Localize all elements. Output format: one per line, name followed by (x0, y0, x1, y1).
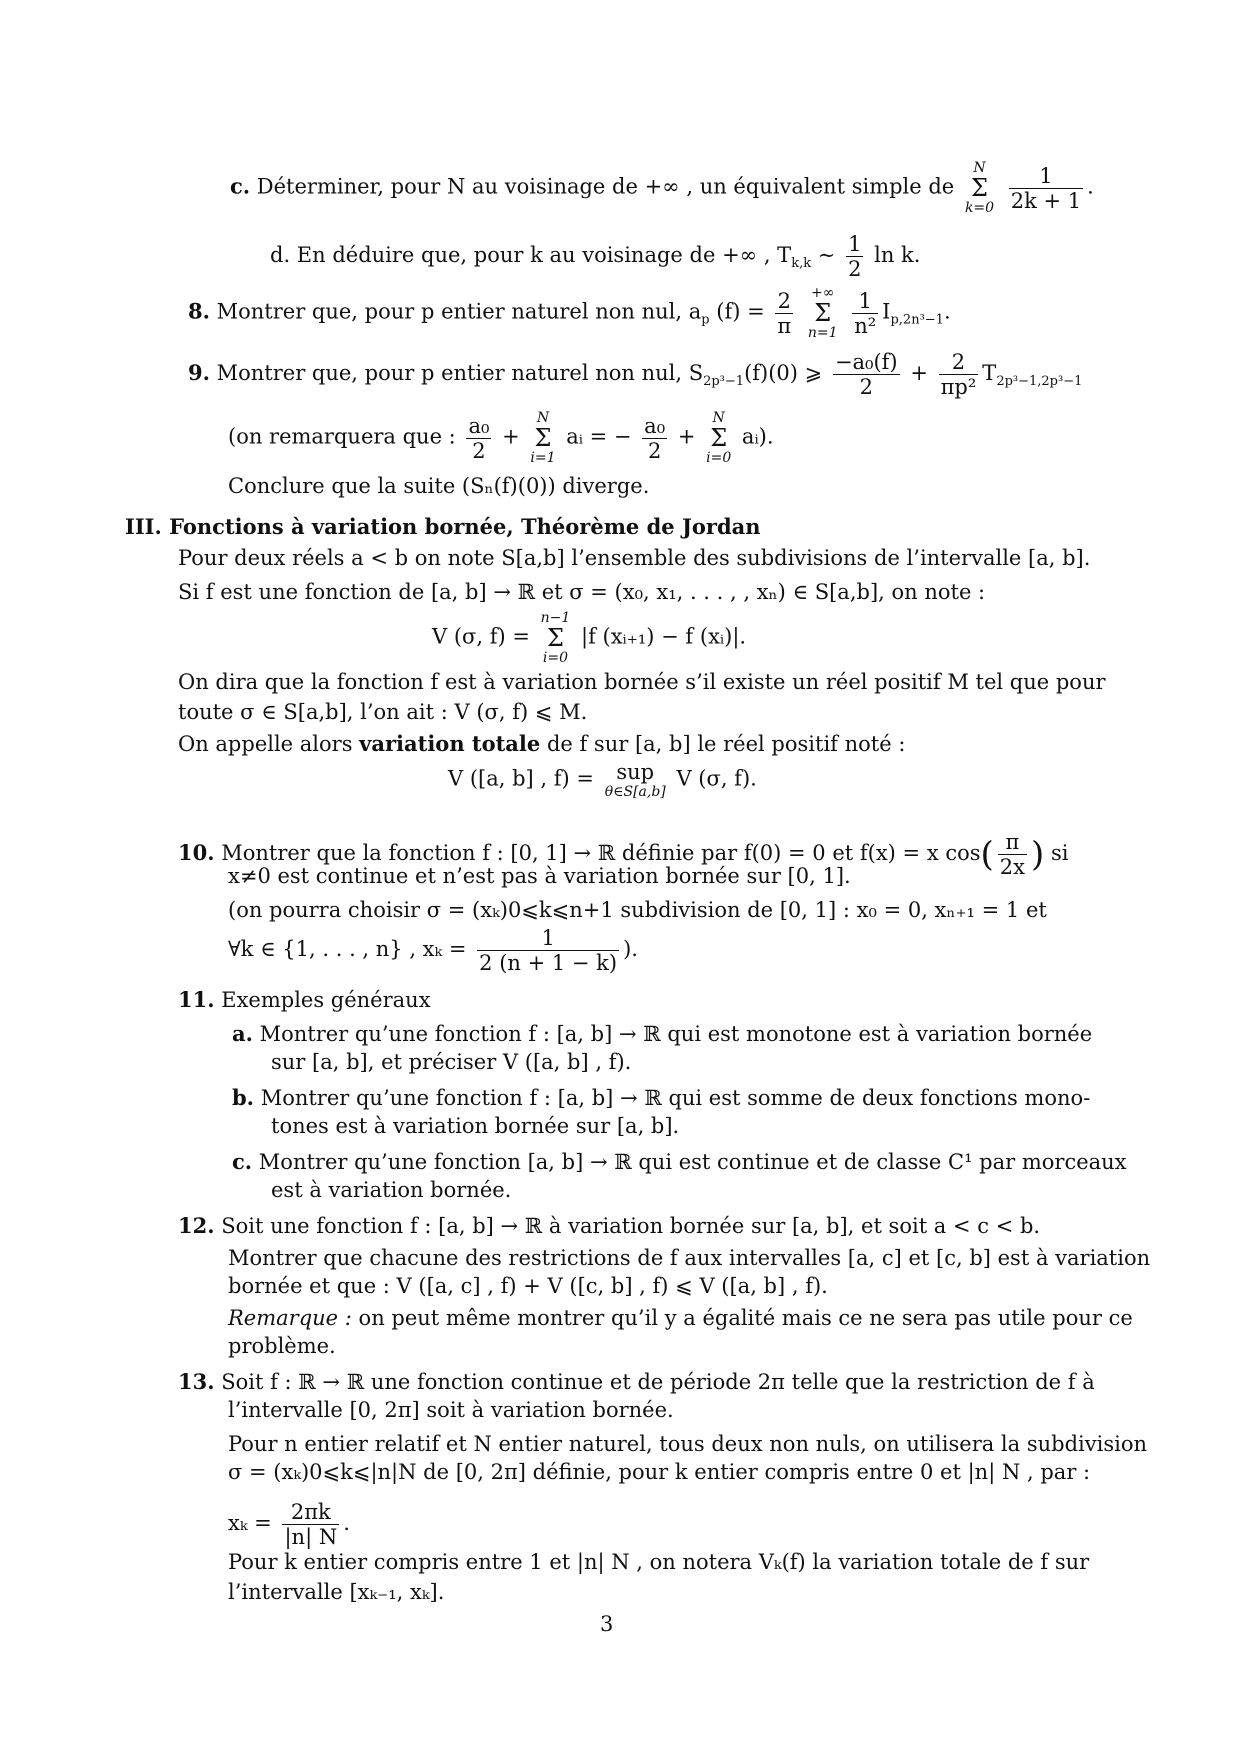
question-number: 12. (178, 1213, 215, 1238)
fraction: $\frac{1}{\text{n²}}$ (854, 288, 877, 338)
question-12: 12. Soit une fonction f : [a, b] → ℝ à variation bornée sur [a, b], et soit a < c < b. (178, 1213, 1041, 1238)
question-13-line-2: l’intervalle [0, 2π] soit à variation bornée. (228, 1398, 674, 1422)
question-12-remark: Remarque : on peut même montrer qu’il y a égalité mais ce ne sera pas utile pour ce (228, 1306, 1133, 1330)
sum-symbol: n−1 Σ i=0 (540, 610, 571, 666)
variation-formula: V (σ, f) = n−1 Σ i=0 |f (xᵢ₊₁) − f (xᵢ)|. (432, 610, 747, 666)
question-13: 13. Soit f : ℝ → ℝ une fonction continue et de période 2π telle que la restriction de f à (178, 1369, 1095, 1394)
question-11a: a. Montrer qu’une fonction f : [a, b] → ℝ qui est monotone est à variation bornée (232, 1021, 1093, 1046)
intro-line-4: toute σ ∈ S[a,b], l’on ait : V (σ, f) ⩽ M. (178, 700, 588, 724)
item-label: c. (230, 173, 251, 199)
question-13-line-6: Pour k entier compris entre 1 et |n| N , on notera Vₖ(f) la variation totale de f sur (228, 1550, 1090, 1574)
item-7c: c. Déterminer, pour N au voisinage de +∞ , un équivalent simple de N Σ k=0 $\frac{1}{2k + 1}$ . (230, 160, 1094, 216)
fraction: $\frac{1}{2}$ (848, 232, 862, 281)
question-number: 8. (188, 298, 210, 324)
question-9-remark: (on remarquera que : $\frac{\text{a₀}}{2}$ + N Σ i=1 aᵢ = − $\frac{\text{a₀}}{2}$ + N Σ i=0 aᵢ). (228, 410, 774, 466)
total-variation-formula: V ([a, b] , f) = sup θ∈S[a,b] V (σ, f). (448, 760, 757, 800)
question-11b-line-2: tones est à variation bornée sur [a, b]. (271, 1114, 680, 1138)
question-11c: c. Montrer qu’une fonction [a, b] → ℝ qui est continue et de classe C¹ par morceaux (232, 1149, 1127, 1174)
fraction: $\frac{2}{\text{πp²}}$ (940, 350, 977, 399)
question-number: 10. (178, 840, 215, 865)
question-13-line-4: σ = (xₖ)0⩽k⩽|n|N de [0, 2π] définie, pour k entier compris entre 0 et |n| N , par : (228, 1460, 1091, 1484)
sum-symbol: N Σ i=1 (530, 410, 556, 466)
intro-line-5: On appelle alors variation totale de f sur [a, b] le réel positif noté : (178, 731, 906, 756)
fraction: $\frac{2}{\pi}$ (777, 288, 792, 338)
question-8: 8. Montrer que, pour p entier naturel non nul, $a_p$ (f) = $\frac{2}{\pi}$ +∞ Σ n=1 $\frac{1}{\text{n²}}$ $I_{p,2n^3-1}$. (188, 285, 951, 341)
question-9: 9. Montrer que, pour p entier naturel non nul, $S_{2p^3-1}(f)(0)$ ⩾ $\frac{\text{−a₀(f)}}{2}$ + $\frac{2}{\text{πp²}}$ $T_{2p^3-1,2p^3-1}$ (188, 350, 1083, 399)
question-12-line-5: problème. (228, 1334, 336, 1358)
question-13-line-7: l’intervalle [xₖ₋₁, xₖ]. (228, 1580, 445, 1604)
intro-line-1: Pour deux réels a < b on note S[a,b] l’ensemble des subdivisions de l’intervalle [a, b]. (178, 546, 1091, 570)
section-heading: III. Fonctions à variation bornée, Théorème de Jordan (125, 514, 761, 539)
question-number: 9. (188, 360, 210, 385)
page-number: 3 (600, 1612, 614, 1636)
question-11a-line-2: sur [a, b], et préciser V ([a, b] , f). (271, 1050, 632, 1074)
sum-symbol: N Σ k=0 (964, 160, 995, 216)
question-11: 11. Exemples généraux (178, 987, 431, 1012)
question-10-line-3: (on pourra choisir σ = (xₖ)0⩽k⩽n+1 subdivision de [0, 1] : x₀ = 0, xₙ₊₁ = 1 et (228, 898, 1047, 922)
question-11b: b. Montrer qu’une fonction f : [a, b] → ℝ qui est somme de deux fonctions mono- (232, 1085, 1091, 1110)
item-7d: d. En déduire que, pour k au voisinage de +∞ , $T_{k,k}$ ∼ $\frac{1}{2}$ ln k. (270, 232, 921, 281)
question-9-conclusion: Conclure que la suite (Sₙ(f)(0)) diverge. (228, 474, 650, 498)
question-number: 13. (178, 1369, 215, 1394)
fraction: $\frac{\text{−a₀(f)}}{2}$ (834, 350, 898, 399)
intro-line-3: On dira que la fonction f est à variation bornée s’il existe un réel positif M tel que pour (178, 670, 1106, 694)
sum-symbol: +∞ Σ n=1 (807, 285, 838, 341)
question-13-line-3: Pour n entier relatif et N entier naturel, tous deux non nuls, on utilisera la subdivision (228, 1432, 1147, 1456)
fraction: $\frac{1}{2k + 1}$ (1010, 163, 1082, 213)
question-10-line-2: x≠0 est continue et n’est pas à variation bornée sur [0, 1]. (228, 864, 851, 888)
question-13-line-5: xₖ = $\frac{2\pi k}{|n| N}$ . (228, 1500, 350, 1549)
intro-line-2: Si f est une fonction de [a, b] → ℝ et σ = (x₀, x₁, . . . , , xₙ) ∈ S[a,b], on note : (178, 580, 986, 604)
question-12-line-3: bornée et que : V ([a, c] , f) + V ([c, b] , f) ⩽ V ([a, b] , f). (228, 1274, 828, 1298)
question-12-line-2: Montrer que chacune des restrictions de f aux intervalles [a, c] et [c, b] est à variation (228, 1246, 1151, 1270)
question-number: 11. (178, 987, 215, 1012)
question-10-line-4: ∀k ∈ {1, . . . , n} , xₖ = $\frac{1}{2 (n + 1 - k)}$ ). (228, 926, 638, 975)
question-11c-line-2: est à variation bornée. (271, 1178, 512, 1202)
question-10: 10. Montrer que la fonction f : [0, 1] → ℝ définie par f(0) = 0 et f(x) = x cos( $\frac{\pi}{2x}$ ) si (178, 830, 1069, 879)
sum-symbol: N Σ i=0 (706, 410, 732, 466)
